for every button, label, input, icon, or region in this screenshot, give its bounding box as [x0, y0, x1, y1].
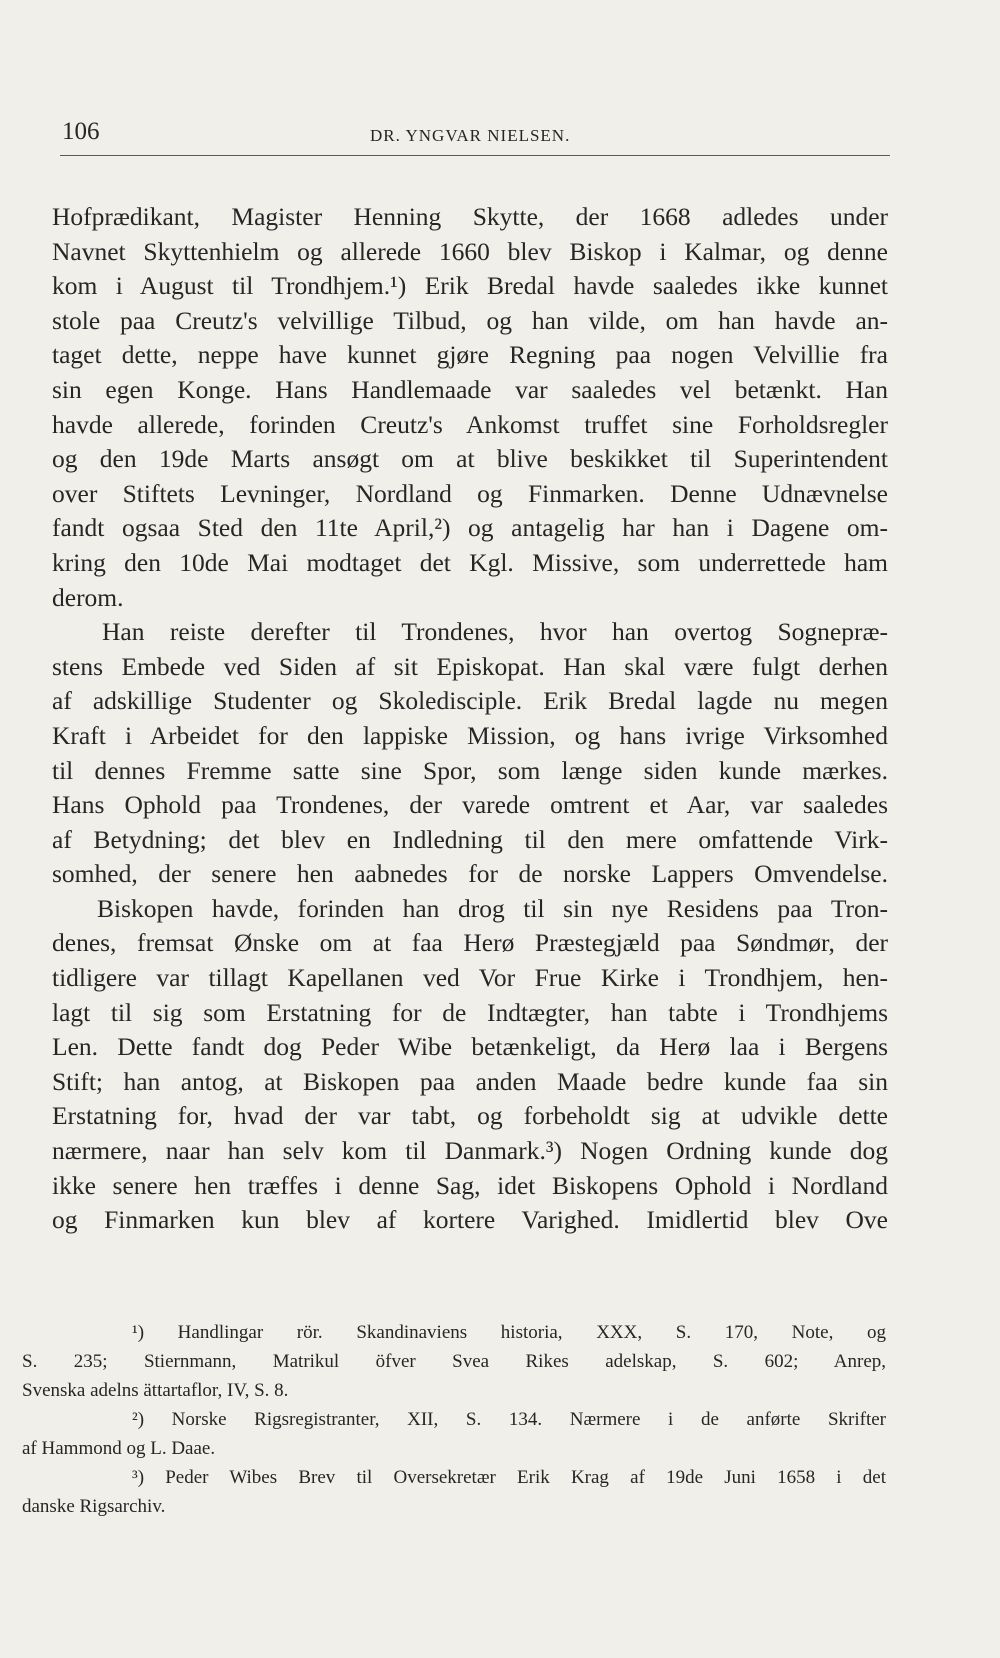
footnote-line: ²) Norske Rigsregistranter, XII, S. 134. Nærmere i de anførte Skrifter — [132, 1409, 886, 1430]
footnotes — [22, 1318, 886, 1521]
text-line: af adskillige Studenter og Skoledisciple. Erik Bredal lagde nu megen — [52, 686, 888, 716]
text-line: Stift; han antog, at Biskopen paa anden Maade bedre kunde faa sin — [52, 1066, 888, 1096]
text-line: Navnet Skyttenhielm og allerede 1660 blev Biskop i Kalmar, og denne — [52, 236, 888, 266]
text-line: sin egen Konge. Hans Handlemaade var saaledes vel betænkt. Han — [52, 374, 888, 404]
footnote-line: Svenska adelns ättartaflor, IV, S. 8. — [22, 1380, 289, 1401]
text-line: kom i August til Trondhjem.¹) Erik Bredal havde saaledes ikke kunnet — [52, 271, 888, 301]
text-line: stens Embede ved Siden af sit Episkopat. Han skal være fulgt derhen — [52, 651, 888, 681]
text-line: Erstatning for, hvad der var tabt, og forbeholdt sig at udvikle dette — [52, 1101, 888, 1131]
text-line: Biskopen havde, forinden han drog til sin nye Residens paa Tron- — [97, 893, 888, 923]
body-text — [52, 200, 888, 1238]
footnote-line: S. 235; Stiernmann, Matrikul öfver Svea Rikes adelskap, S. 602; Anrep, — [22, 1351, 886, 1372]
text-line: af Betydning; det blev en Indledning til den mere omfattende Virk- — [52, 824, 888, 854]
text-line: til dennes Fremme satte sine Spor, som længe siden kunde mærkes. — [52, 755, 888, 785]
footnote-line: danske Rigsarchiv. — [22, 1496, 166, 1517]
page-number: 106 — [62, 118, 100, 145]
text-line: og Finmarken kun blev af kortere Varighed. Imidlertid blev Ove — [52, 1205, 888, 1235]
text-line: Han reiste derefter til Trondenes, hvor han overtog Sognepræ- — [102, 617, 888, 647]
running-head: DR. YNGVAR NIELSEN. — [370, 126, 571, 145]
text-line: denes, fremsat Ønske om at faa Herø Præstegjæld paa Søndmør, der — [52, 928, 888, 958]
footnote-line: ³) Peder Wibes Brev til Oversekretær Erik Krag af 19de Juni 1658 i det — [132, 1467, 886, 1488]
text-line: og den 19de Marts ansøgt om at blive beskikket til Superintendent — [52, 444, 888, 474]
text-line: Hofprædikant, Magister Henning Skytte, der 1668 adledes under — [52, 202, 888, 231]
page-header — [62, 118, 882, 154]
text-line: derom. — [52, 582, 124, 612]
text-line: havde allerede, forinden Creutz's Ankomst truffet sine Forholdsregler — [52, 409, 888, 439]
text-line: stole paa Creutz's velvillige Tilbud, og han vilde, om han havde an- — [52, 305, 888, 335]
text-line: somhed, der senere hen aabnedes for de norske Lappers Omvendelse. — [52, 859, 888, 889]
header-rule — [60, 155, 890, 156]
text-line: lagt til sig som Erstatning for de Indtægter, han tabte i Trondhjems — [52, 997, 888, 1027]
footnote-line: af Hammond og L. Daae. — [22, 1438, 216, 1459]
footnote-line: ¹) Handlingar rör. Skandinaviens historia, XXX, S. 170, Note, og — [132, 1322, 886, 1343]
text-line: over Stiftets Levninger, Nordland og Finmarken. Denne Udnævnelse — [52, 478, 888, 508]
text-line: Len. Dette fandt dog Peder Wibe betænkeligt, da Herø laa i Bergens — [52, 1032, 888, 1062]
text-line: Kraft i Arbeidet for den lappiske Mission, og hans ivrige Virksomhed — [52, 720, 888, 750]
text-line: taget dette, neppe have kunnet gjøre Regning paa nogen Velvillie fra — [52, 340, 888, 370]
text-line: kring den 10de Mai modtaget det Kgl. Missive, som underrettede ham — [52, 547, 888, 577]
text-line: tidligere var tillagt Kapellanen ved Vor Frue Kirke i Trondhjem, hen- — [52, 963, 888, 993]
text-line: fandt ogsaa Sted den 11te April,²) og antagelig har han i Dagene om- — [52, 513, 888, 543]
text-line: Hans Ophold paa Trondenes, der varede omtrent et Aar, var saaledes — [52, 790, 888, 820]
text-line: nærmere, naar han selv kom til Danmark.³) Nogen Ordning kunde dog — [52, 1136, 888, 1166]
text-line: ikke senere hen træffes i denne Sag, idet Biskopens Ophold i Nordland — [52, 1170, 888, 1200]
